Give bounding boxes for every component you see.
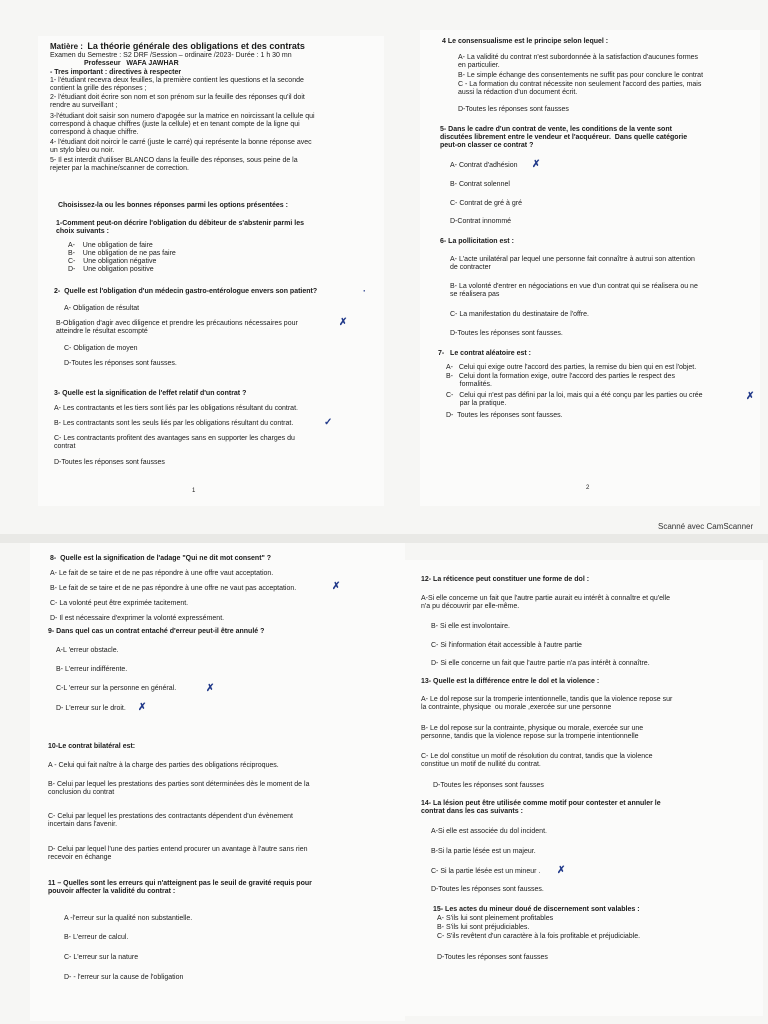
q9-option-d: D- L'erreur sur le droit. [56, 705, 126, 712]
q5-title: 5- Dans le cadre d'un contrat de vente, les conditions de la vente sont discutées librement entre le vendeur et l'acquéreur. Dans quelle catégorie peut-on classer ce contrat ? [440, 126, 688, 149]
professor: Professeur WAFA JAWHAR [84, 60, 179, 67]
q3-option-d: D-Toutes les réponses sont fausses [54, 459, 165, 466]
q13-title: 13- Quelle est la différence entre le dol et la violence : [421, 678, 600, 685]
q6-option-b: B- La volonté d'entrer en négociations en vue d'un contrat qui se réalisera ou ne se réalisera pas [450, 283, 698, 298]
q13-option-c: C- Le dol constitue un motif de résolution du contrat, tandis que la violence constitue un motif de nullité du contrat. [421, 753, 653, 768]
q8-title: 8- Quelle est la signification de l'adage "Qui ne dit mot consent" ? [50, 555, 272, 562]
q14-option-b: B-Si la partie lésée est un majeur. [431, 848, 536, 855]
q6-option-a: A- L'acte unilatéral par lequel une personne fait connaître à autrui son attention de contracter [450, 256, 695, 271]
x-mark: ✗ [532, 159, 541, 170]
directives-title: - Tres important : directives à respecter [50, 69, 182, 76]
exam-line: Examen du Semestre : S2 DRF /Session – ordinaire /2023- Durée : 1 h 30 mn [50, 52, 292, 59]
q1-option-a: A- Une obligation de faire [68, 242, 153, 249]
q5-option-c: C- Contrat de gré à gré [450, 200, 522, 207]
q7-option-b: B- Celui dont la formation exige, outre l'accord des parties le respect des formalités. [446, 373, 675, 388]
q13-option-d: D-Toutes les réponses sont fausses [433, 782, 544, 789]
q9-option-a: A-L 'erreur obstacle. [56, 647, 119, 654]
page-gap [0, 534, 768, 543]
q14-option-c: C- Si la partie lésée est un mineur . [431, 868, 541, 875]
exam-page-1 [38, 36, 384, 506]
x-mark: ✗ [746, 391, 755, 402]
q3-option-a: A- Les contractants et les tiers sont liés par les obligations résultant du contrat. [54, 405, 298, 412]
x-mark: ✗ [332, 581, 341, 592]
q3-title: 3- Quelle est la signification de l'effet relatif d'un contrat ? [54, 390, 247, 397]
q11-option-c: C- L'erreur sur la nature [64, 954, 139, 961]
q8-option-c: C- La volonté peut être exprimée tacitement. [50, 600, 189, 607]
q4-title: 4 Le consensualisme est le principe selon lequel : [442, 38, 609, 45]
q3-option-b: B- Les contractants sont les seuls liés par les obligations résultant du contrat. [54, 420, 294, 427]
page-number: 1 [192, 488, 196, 494]
q15-title: 15- Les actes du mineur doué de discernement sont valables : [433, 906, 640, 913]
q10-option-a: A - Celui qui fait naître à la charge des parties des obligations réciproques. [48, 762, 279, 769]
q6-option-c: C- La manifestation du destinataire de l'offre. [450, 311, 589, 318]
q8-option-a: A- Le fait de se taire et de ne pas répondre à une offre vaut acceptation. [50, 570, 274, 577]
q9-title: 9- Dans quel cas un contrat entaché d'erreur peut-il être annulé ? [48, 628, 265, 635]
directive-4: 4- l'étudiant doit noircir le carré (juste le carré) qui représente la bonne réponse avec un stylo bleu ou noir. [50, 139, 312, 154]
q2-option-c: C- Obligation de moyen [64, 345, 138, 352]
directive-1: 1- l'étudiant recevra deux feuilles, la première contient les questions et la seconde contient la grille des réponses ; [50, 77, 304, 92]
instruction: Choisissez-la ou les bonnes réponses parmi les options présentées : [58, 202, 288, 209]
directive-2: 2- l'étudiant doit écrire son nom et son prénom sur la feuille des réponses qu'il doit rendre au surveillant ; [50, 94, 305, 109]
dot-mark: · [363, 286, 366, 296]
x-mark: ✗ [557, 865, 566, 876]
q5-option-d: D-Contrat innommé [450, 218, 512, 225]
q12-title: 12- La réticence peut constituer une forme de dol : [421, 576, 590, 583]
q13-option-b: B- Le dol repose sur la contrainte, physique ou morale, exercée sur une personne, tandis que la violence repose sur la tromperie intentionnelle [421, 725, 644, 740]
q7-title: 7- Le contrat aléatoire est : [438, 350, 531, 357]
directive-3: 3-l'étudiant doit saisir son numero d'apogée sur la matrice en noircissant la cellule qui correspond à chaque chiffres (juste la cellule) et en tenant compte de la ligne qui correspond à chaque chiffre. [50, 113, 315, 136]
q9-option-c: C-L 'erreur sur la personne en général. [56, 685, 177, 692]
directive-5: 5- Il est interdit d'utiliser BLANCO dans la feuille des réponses, sous peine de la rejeter par la machine/scanner de correction. [50, 157, 298, 172]
q1-option-c: C- Une obligation négative [68, 258, 157, 265]
q2-option-a: A- Obligation de résultat [64, 305, 140, 312]
q12-option-d: D- Si elle concerne un fait que l'autre partie n'a pas intérêt à connaître. [431, 660, 650, 667]
q10-title: 10-Le contrat bilatéral est: [48, 743, 136, 750]
q2-title: 2- Quelle est l'obligation d'un médecin gastro-entérologue envers son patient? [54, 288, 318, 295]
exam-page-2 [420, 30, 760, 506]
x-mark: ✗ [339, 317, 348, 328]
q12-option-c: C- Si l'information était accessible à l'autre partie [431, 642, 582, 649]
q8-option-b: B- Le fait de se taire et de ne pas répondre à une offre ne vaut pas acceptation. [50, 585, 297, 592]
q7-option-c: C- Celui qui n'est pas défini par la loi, mais qui a été conçu par les parties ou crée par la pratique. [446, 392, 703, 407]
q1-title: 1-Comment peut-on décrire l'obligation du débiteur de s'abstenir parmi les choix suivants : [56, 220, 304, 235]
q11-option-d: D- - l'erreur sur la cause de l'obligation [64, 974, 184, 981]
q7-option-a: A- Celui qui exige outre l'accord des parties, la remise du bien qui en est l'objet. [446, 364, 697, 371]
q15-option-c: C- S'ils revêtent d'un caractère à la fois profitable et préjudiciable. [437, 933, 641, 940]
q14-option-a: A-Si elle est associée du dol incident. [431, 828, 547, 835]
q4-option-a: A- La validité du contrat n'est subordonnée à la satisfaction d'aucunes formes en particulier. [458, 54, 699, 69]
q1-option-b: B- Une obligation de ne pas faire [68, 250, 176, 257]
q10-option-d: D- Celui par lequel l'une des parties entend procurer un avantage à l'autre sans rien recevoir en échange [48, 846, 308, 861]
q6-option-d: D-Toutes les réponses sont fausses. [450, 330, 563, 337]
q10-option-c: C- Celui par lequel les prestations des contractants dépendent d'un évènement incertain dans l'avenir. [48, 813, 293, 828]
q1-option-d: D- Une obligation positive [68, 266, 154, 273]
q14-title: 14- La lésion peut être utilisée comme motif pour contester et annuler le contrat dans les cas suivants : [421, 800, 661, 815]
q6-title: 6- La pollicitation est : [440, 238, 514, 245]
q11-option-a: A -l'erreur sur la qualité non substantielle. [64, 915, 193, 922]
page-number: 2 [586, 485, 590, 491]
q9-option-b: B- L'erreur indifférente. [56, 666, 128, 673]
x-mark: ✗ [138, 702, 147, 713]
q15-option-a: A- S'ils lui sont pleinement profitables [437, 915, 554, 922]
q2-option-d: D-Toutes les réponses sont fausses. [64, 360, 177, 367]
q4-option-d: D-Toutes les réponses sont fausses [458, 106, 569, 113]
q11-option-b: B- L'erreur de calcul. [64, 934, 129, 941]
q7-option-d: D- Toutes les réponses sont fausses. [446, 412, 563, 419]
q4-option-c: C - La formation du contrat nécessite non seulement l'accord des parties, mais aussi la rédaction d'un document écrit. [458, 81, 702, 96]
q15-option-b: B- S'ils lui sont préjudiciables. [437, 924, 530, 931]
q4-option-b: B- Le simple échange des consentements ne suffit pas pour conclure le contrat [458, 72, 704, 79]
q5-option-b: B- Contrat solennel [450, 181, 510, 188]
check-mark: ✓ [324, 417, 333, 428]
q2-option-b: B-Obligation d'agir avec diligence et prendre les précautions nécessaires pour atteindre le résultat escompté [56, 320, 298, 335]
q3-option-c: C- Les contractants profitent des avantages sans en supporter les charges du contrat [54, 435, 295, 450]
q13-option-a: A- Le dol repose sur la tromperie intentionnelle, tandis que la violence repose sur la contrainte, physique ou morale ,exercée sur une personne [421, 696, 673, 711]
scanner-watermark: Scanné avec CamScanner [658, 522, 754, 531]
x-mark: ✗ [206, 683, 215, 694]
q12-option-a: A-Si elle concerne un fait que l'autre partie aurait eu intérêt à connaître et qu'elle n'a pu découvrir par elle-même. [421, 595, 670, 610]
q8-option-d: D- Il est nécessaire d'exprimer la volonté expressément. [50, 615, 225, 622]
q5-option-a: A- Contrat d'adhésion [450, 162, 518, 169]
exam-page-3 [30, 543, 405, 1021]
q10-option-b: B- Celui par lequel les prestations des parties sont déterminées dès le moment de la conclusion du contrat [48, 781, 310, 796]
q12-option-b: B- Si elle est involontaire. [431, 623, 510, 630]
q14-option-d: D-Toutes les réponses sont fausses. [431, 886, 544, 893]
q11-title: 11 – Quelles sont les erreurs qui n'atteignent pas le seuil de gravité requis pour pouvoir affecter la validité du contrat : [48, 880, 312, 895]
subject-header: Matière : La théorie générale des obligations et des contrats [50, 41, 305, 51]
exam-page-4 [405, 560, 763, 1016]
q15-option-d: D-Toutes les réponses sont fausses [437, 954, 548, 961]
